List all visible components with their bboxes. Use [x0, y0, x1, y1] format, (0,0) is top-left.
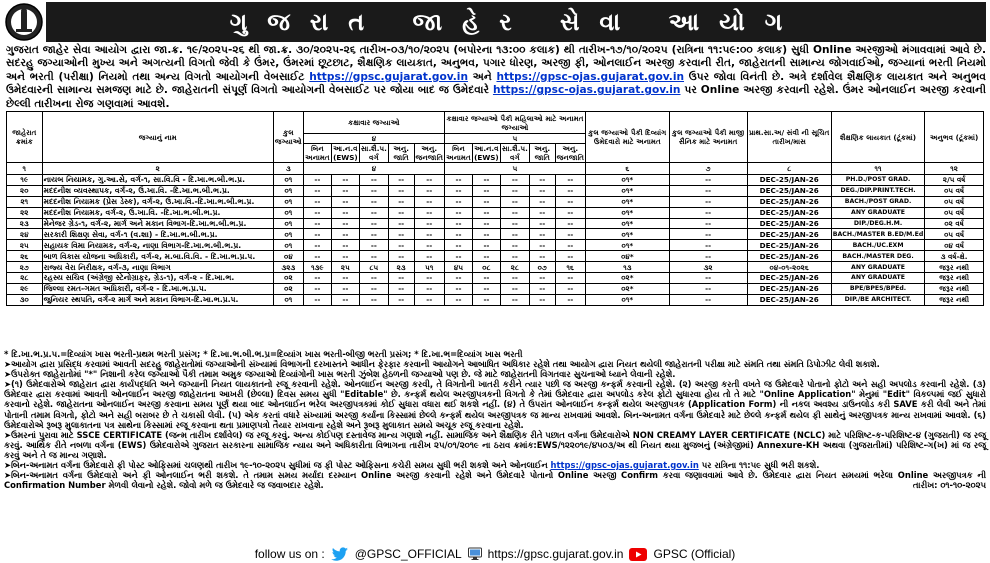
row-total: ૦૨ — [273, 283, 303, 294]
col-women-group: કક્ષાવાર જગ્યાઓ પૈકી મહિલાઓ માટે અનામત જગ્યાઓ — [446, 113, 584, 132]
num-1: ૧ — [7, 163, 43, 175]
row-total: ૩૨૩ — [273, 262, 303, 273]
row-category-count: -- — [359, 283, 388, 294]
row-total: ૦૧ — [273, 185, 303, 196]
row-adv-no: ૩૦ — [7, 294, 43, 305]
footer — [0, 545, 990, 563]
row-ex-servicemen: -- — [669, 240, 747, 251]
table-row — [7, 240, 984, 251]
table-row — [7, 218, 984, 229]
table-row — [7, 229, 984, 240]
row-prelim-date: DEC-25/JAN-26 — [747, 283, 831, 294]
row-women-count: -- — [472, 207, 500, 218]
gpsc-emblem-icon — [4, 2, 44, 42]
row-category-count: -- — [303, 229, 331, 240]
row-experience: જરૂર નથી — [925, 283, 984, 294]
num-6: ૬ — [586, 163, 670, 175]
row-category-count: -- — [303, 218, 331, 229]
row-women-count: -- — [529, 273, 555, 284]
row-qualification: DIP./DEG.H.M. — [831, 218, 924, 229]
sub-ews-w: આ.ન.વ (EWS) — [474, 144, 499, 162]
row-category-count: -- — [414, 218, 444, 229]
col-qualification: શૈક્ષણિક લાયકાત (ટૂંકમાં) — [831, 112, 924, 163]
row-qualification: BPE/BPES/BPEd. — [831, 283, 924, 294]
col-total: કુલ જગ્યાઓ — [273, 112, 303, 163]
row-prelim-date: DEC-25/JAN-26 — [747, 294, 831, 305]
sub-unreserved-w: બિન અનામત — [446, 144, 471, 162]
row-women-count: -- — [444, 207, 472, 218]
row-experience: જરૂર નથી — [925, 273, 984, 284]
row-experience: જરૂર નથી — [925, 294, 984, 305]
row-disabled: ૦૧* — [586, 240, 670, 251]
row-women-count: -- — [555, 251, 585, 262]
row-ex-servicemen: -- — [669, 273, 747, 284]
sub-sebc-w: સા.શૈ.પ. વર્ગ — [501, 144, 528, 162]
row-prelim-date: DEC-25/JAN-26 — [747, 240, 831, 251]
num-12: ૧૨ — [925, 163, 984, 175]
row-ex-servicemen: ૩૨ — [669, 262, 747, 273]
row-total: ૦૪ — [273, 251, 303, 262]
row-women-count: -- — [472, 185, 500, 196]
twitter-handle[interactable]: @GPSC_OFFICIAL — [354, 547, 462, 561]
note-6: ➤બિન-અનામત વર્ગના ઉમેદવારો અને ફી ઓનલાઈન ભરી શકશે. તે તમામ સમય મર્યાદા દરમ્યાન Online અરજી કરવાની રહેશે અને ઉમેદવારે પોતાનો Online અરજી Confirm કરવા જણાવવામાં આવે છે. ઉમેદવાર દ્વારા નિયત સમયમાં ભરેલા Online અરજીપત્રક ની Confirmation Number મેળવી લેવાનો રહેશે. જોવો મળે જ ઉમેદવારે જ જવાબદાર રહેશે. તારીખ: ૦૧-૧૦-૨૦૨૫ — [4, 470, 986, 491]
row-women-count: -- — [500, 175, 529, 186]
sub-unreserved: બિન અનામત — [305, 144, 330, 162]
row-prelim-date: DEC-25/JAN-26 — [747, 185, 831, 196]
row-women-count: -- — [444, 229, 472, 240]
row-disabled: ૦૨* — [586, 283, 670, 294]
row-ex-servicemen: -- — [669, 207, 747, 218]
row-total: ૦૧ — [273, 218, 303, 229]
row-category-count: -- — [414, 185, 444, 196]
row-category-count: -- — [359, 273, 388, 284]
row-women-count: -- — [529, 240, 555, 251]
row-category-count: -- — [359, 240, 388, 251]
row-total: ૦૧ — [273, 229, 303, 240]
num-4: ૪ — [303, 163, 444, 175]
col-ex-servicemen: કુલ જગ્યાઓ પૈકી માજી સૈનિક માટે અનામત — [669, 112, 747, 163]
table-row — [7, 273, 984, 284]
row-prelim-date: DEC-25/JAN-26 — [747, 273, 831, 284]
col-experience: અનુભવ (ટૂંકમાં) — [925, 112, 984, 163]
notice-date: તારીખ: ૦૧-૧૦-૨૦૨૫ — [912, 480, 986, 491]
row-women-count: -- — [529, 294, 555, 305]
row-adv-no: ૨૮ — [7, 273, 43, 284]
row-ex-servicemen: -- — [669, 251, 747, 262]
posts-table — [6, 111, 984, 306]
row-total: ૦૧ — [273, 240, 303, 251]
row-ex-servicemen: -- — [669, 283, 747, 294]
col-post-name: જગ્યાનું નામ — [42, 112, 273, 163]
row-total: ૦૧ — [273, 175, 303, 186]
row-experience: ૦૪ વર્ષ — [925, 240, 984, 251]
row-total: ૦૧ — [273, 196, 303, 207]
row-post-name: મેનેજર ગ્રેડ-૧, વર્ગ-૨, માર્ગ અને મકાન વિભાગ-દિ.ખા.ભ.બી.ભ.પ્ર. — [42, 218, 273, 229]
row-women-count: -- — [555, 240, 585, 251]
row-category-count: -- — [414, 283, 444, 294]
sub-ews: આ.ન.વ (EWS) — [333, 144, 358, 162]
sub-sc-w: અનુ. જાતિ — [529, 144, 555, 163]
num-8: ૮ — [747, 163, 831, 175]
row-qualification: BACH./POST GRAD. — [831, 196, 924, 207]
row-category-count: -- — [414, 207, 444, 218]
table-row — [7, 251, 984, 262]
col-adv-no: જાહેરાત ક્રમાંક — [7, 112, 43, 163]
row-women-count: -- — [472, 175, 500, 186]
col-prelim-date: પ્રાથ.સા.અ/ સંવી ની સૂચિત તારીખ/માસ — [747, 112, 831, 163]
row-qualification: BACH./MASTER B.ED/M.Ed — [832, 230, 924, 238]
row-category-count: -- — [303, 240, 331, 251]
row-post-name: સહાયક વિમા નિયામક, વર્ગ-૨, નાણા વિભાગ-દિ.ખા.ભ.બી.ભ.પ્ર. — [42, 240, 273, 251]
row-women-count: ૪૫ — [444, 262, 472, 273]
row-category-count: -- — [331, 229, 359, 240]
row-category-count: -- — [303, 273, 331, 284]
website-icon — [468, 547, 482, 561]
row-post-name: જુનિયર સ્થપતિ, વર્ગ-૨ માર્ગ અને મકાન વિભાગ-દિ.ખા.ભ.પ્ર.પ. — [42, 294, 273, 305]
row-experience: ૦૫ વર્ષ — [925, 229, 984, 240]
note-3: ➤(૧) ઉમેદવારોએ જાહેરાત દ્વારા કાર્યપદ્ધતિ અને જગ્યાની નિયત લાયકાતનો રજૂ કરવાની રહેશે. ઓનલાઈન અરજી કરવી, તે વિગતોની ખાતરી કરીને ત્યાર પછી જ અરજી કન્ફર્મ કરવાની રહેશે. (૨) અરજી કરતી વખતે જ ઉમેદવારે પોતાનો ફોટો અને સહી અપલોડ કરવાની રહેશે. (૩) ઉમેદવાર દ્વારા કરવામાં આવતી ઓનલાઈન અરજી જાહેરાતના આખરી (છેલ્લા) દિવસ સમય સુધી "Editable" છે. કન્ફર્મ થયેલ અરજીપત્રકની વિગતો કે તેમાં ઉમેદવાર દ્વારા અપલોડ કરેલ ફોટો સુધારવા હોય તો તે માટે "Online Application" મેનુમાં "Edit" વિકલ્પમાં જઈ સુધારો કરવાનો રહેશે. જાહેરાતના ઓનલાઈન અરજી કરવાના સમય પૂર્ણ થયા બાદ ઓનલાઈન ભરેલ અરજીપત્રકમાં કોઈ સુધારા વધારા થઈ શકશે નહીં. (૪) તે ઉપરાંત ઓનલાઈન કન્ફર્મ થયેલ અરજીપત્રક (Application Form) ની નકલ અવશ્ય ડાઉનલોડ કરી SAVE કરી લેવી અને તેમાં પોતાની તમામ વિગતો, ફોટો અને સહી બરાબર છે તે ચકાસી લેવી. (૫) એક કરતાં વધારે સંખ્યામાં અરજી કર્યાના કિસ્સામાં છેલ્લે કન્ફર્મ થયેલ અરજીપત્રક જ માન્ય રાખવામાં આવશે. બિન-અનામત વર્ગના ઉમેદવારે માટે છેલ્લે કન્ફર્મ થયેલ ફી સાથેનું અરજીપત્રક માન્ય રાખવામાં આવશે. (૬) ઉમેદવારોએ રૂબરૂ મુલાકાતના પત્ર સાથેના કિસ્સામાં રજૂ કરવાના થતા પ્રમાણપત્રો તૈયાર રાખવાના રહેશે અને રૂબરૂ મુલાકાત સમયે અચૂક રજૂ કરવાના રહેશે. — [4, 379, 986, 430]
row-category-count: -- — [414, 273, 444, 284]
row-category-count: -- — [414, 175, 444, 186]
col-category-group: કક્ષાવાર જગ્યાઓ — [303, 112, 444, 134]
row-disabled: ૦૧* — [586, 207, 670, 218]
row-category-count: -- — [303, 175, 331, 186]
row-post-name: મદદનીશ નિયામક, વર્ગ-૨, ઉ.ખા.વિ. -દિ.ખા.ભ.બી.ભ.પ્ર. — [42, 207, 273, 218]
youtube-icon[interactable] — [629, 548, 647, 561]
row-women-count: -- — [472, 251, 500, 262]
row-women-count: -- — [472, 273, 500, 284]
row-women-count: -- — [529, 175, 555, 186]
row-women-count: -- — [444, 273, 472, 284]
row-category-count: ૨૫ — [331, 262, 359, 273]
row-category-count: -- — [388, 240, 414, 251]
row-category-count: -- — [414, 196, 444, 207]
row-women-count: -- — [529, 251, 555, 262]
row-prelim-date: DEC-25/JAN-26 — [747, 207, 831, 218]
row-women-count: -- — [444, 283, 472, 294]
row-disabled: ૦૧* — [586, 175, 670, 186]
row-experience: ૦૫ વર્ષ — [925, 185, 984, 196]
num-5: ૫ — [444, 163, 585, 175]
table-row — [7, 185, 984, 196]
row-adv-no: ૧૯ — [7, 175, 43, 186]
row-women-count: ૧૬ — [555, 262, 585, 273]
row-ex-servicemen: -- — [669, 185, 747, 196]
num-11: ૧૧ — [831, 163, 924, 175]
group-num-4: ૪ — [303, 134, 444, 144]
row-post-name: રાજ્ય વેરા નિરીક્ષક, વર્ગ-૩, નાણા વિભાગ — [42, 262, 273, 273]
row-qualification: DIP./BE ARCHITECT. — [831, 294, 924, 305]
row-experience: ૦૫ વર્ષ — [925, 207, 984, 218]
row-prelim-date: DEC-25/JAN-26 — [747, 196, 831, 207]
row-prelim-date: DEC-25/JAN-26 — [747, 229, 831, 240]
row-category-count: -- — [388, 185, 414, 196]
row-adv-no: ૨૭ — [7, 262, 43, 273]
row-prelim-date: ૦૪-૦૧-૨૦૨૬ — [747, 262, 831, 273]
row-qualification: BACH./UC.EXM — [831, 240, 924, 251]
row-women-count: -- — [500, 196, 529, 207]
row-disabled: ૦૧* — [586, 196, 670, 207]
table-row — [7, 294, 984, 305]
row-category-count: -- — [388, 218, 414, 229]
row-women-count: -- — [555, 273, 585, 284]
row-adv-no: ૨૪ — [7, 229, 43, 240]
row-adv-no: ૨૬ — [7, 251, 43, 262]
row-post-name: નાયબ નિયામક, ગુ.આ.સે, વર્ગ-૧, સા.વિ.વિ - દિ.ખા.ભ.બી.ભ.પ્ર. — [42, 175, 273, 186]
row-category-count: ૨૩ — [388, 262, 414, 273]
row-women-count: -- — [472, 294, 500, 305]
header — [0, 0, 990, 44]
row-women-count: -- — [529, 185, 555, 196]
sub-sebc: સા.શૈ.પ. વર્ગ — [360, 144, 387, 162]
row-category-count: -- — [359, 294, 388, 305]
table-row — [7, 196, 984, 207]
page-title: ગુજરાત જાહેર સેવા આયોગ — [46, 2, 986, 42]
row-experience: ૦૨ વર્ષ — [925, 218, 984, 229]
row-post-name: બાળ વિકાસ યોજના અધિકારી, વર્ગ-૨, મ.બા.વિ.વિ. - દિ.ખા.ભ.પ્ર.પ. — [42, 251, 273, 262]
row-category-count: -- — [303, 196, 331, 207]
row-disabled: ૧૩ — [586, 262, 670, 273]
row-qualification: PH.D./POST GRAD. — [831, 175, 924, 186]
table-row — [7, 207, 984, 218]
row-category-count: -- — [359, 207, 388, 218]
row-category-count: -- — [303, 251, 331, 262]
row-qualification: ANY GRADUATE — [831, 273, 924, 284]
youtube-channel[interactable]: GPSC (Official) — [653, 547, 736, 561]
sub-st: અનુ. જનજાતિ — [415, 144, 443, 162]
row-women-count: -- — [444, 196, 472, 207]
row-ex-servicemen: -- — [669, 218, 747, 229]
row-women-count: -- — [472, 196, 500, 207]
num-7: ૭ — [669, 163, 747, 175]
col-disabled: કુલ જગ્યાઓ પૈકી દિવ્યાંગ ઉમેદવારો માટે અનામત — [586, 112, 670, 163]
row-post-name: રહસ્ય સચિવ (અંગ્રેજી સ્ટેનોગ્રાફર, ગ્રેડ-૧), વર્ગ-૨ - દિ.ખા.ભ. — [42, 273, 273, 284]
sub-st-w: અનુ. જનજાતિ — [556, 144, 585, 162]
row-total: ૦૧ — [273, 294, 303, 305]
row-post-name: સરકારી શિક્ષણ સેવા, વર્ગ-૧ (વ.શા) - દિ.ખા.ભ.બી.ભ.પ્ર. — [42, 229, 273, 240]
row-category-count: -- — [359, 196, 388, 207]
row-experience: ૨/૫ વર્ષ — [925, 175, 984, 186]
row-disabled: ૦૧* — [586, 218, 670, 229]
row-women-count: -- — [555, 294, 585, 305]
row-category-count: -- — [303, 283, 331, 294]
row-women-count: ૨૮ — [500, 262, 529, 273]
row-experience: જરૂર નથી — [925, 262, 984, 273]
row-category-count: -- — [359, 229, 388, 240]
num-2: ૨ — [42, 163, 273, 175]
note-abbreviations: * દિ.ખા.ભ.પ્ર.પ.=દિવ્યાંગ ખાસ ભરતી-પ્રથમ ભરતી પ્રસંગ; * દિ.ખા.ભ.બી.ભ.પ્ર=દિવ્યાંગ ખાસ ભરતી-બીજી ભરતી પ્રસંગ; * દિ.ખા.ભ=દિવ્યાંગ ખાસ ભરતી — [4, 349, 523, 359]
row-women-count: -- — [555, 196, 585, 207]
row-women-count: -- — [555, 283, 585, 294]
row-post-name: મદદનીશ વ્યવસ્થાપક, વર્ગ-૨, ઉ.ખા.વિ. -દિ.ખા.ભ.બી.ભ.પ્ર. — [42, 185, 273, 196]
note-4: ➤ઉમરનાં પુરાવા માટે SSCE CERTIFICATE (જન્મ તારીખ દર્શાવેલ) જ રજૂ કરવું. અન્ય કોઈપણ દસ્તાવેજ માન્ય ગણાશે નહીં. સામાજિક અને શૈક્ષણિક રીતે પછાત વર્ગના ઉમેદવારોએ NON CREAMY LAYER CERTIFICATE (NCLC) માટે પરિશિષ્ટ-ક-પરિશિષ્ટ-૪ (ગુજરાતી) જ રજૂ કરવું. આર્થિક રીતે નબળા વર્ગના (EWS) ઉમેદવારોએ ગુજરાત સરકારના સામાજિક ન્યાય અને અધિકારીતા વિભાગના તારીખ ૨૫/૦૧/૨૦૧૯ ના ઠરાવ ક્રમાંક:EWS/૧૨૨૦૧૯/૪૫૦૩/અ થી નિયત થયા મુજબનું (અંગ્રેજીમાં) Annexure-KH અથવા (ગુજરાતીમાં) પરિશિષ્ટ-ગ(ખ) માં જ રજૂ કરવું અને તે જ માન્ય ગણાશે. — [4, 429, 986, 460]
follow-label: follow us on : — [254, 547, 325, 561]
row-category-count: -- — [414, 251, 444, 262]
row-qualification: ANY GRADUATE — [831, 262, 924, 273]
row-qualification: ANY GRADUATE — [831, 207, 924, 218]
row-women-count: -- — [500, 283, 529, 294]
twitter-icon[interactable] — [331, 547, 349, 561]
row-total: ૦૧ — [273, 207, 303, 218]
row-category-count: -- — [388, 229, 414, 240]
row-women-count: -- — [529, 283, 555, 294]
row-prelim-date: DEC-25/JAN-26 — [747, 218, 831, 229]
sub-sc: અનુ. જાતિ — [388, 144, 414, 163]
row-category-count: -- — [303, 207, 331, 218]
row-category-count: -- — [331, 175, 359, 186]
row-experience: ૦૫ વર્ષ — [925, 196, 984, 207]
ojas-website-link-2[interactable]: https://gpsc-ojas.gujarat.gov.in — [492, 84, 681, 97]
row-category-count: -- — [359, 175, 388, 186]
row-adv-no: ૨૯ — [7, 283, 43, 294]
row-category-count: -- — [388, 273, 414, 284]
row-category-count: -- — [331, 251, 359, 262]
row-category-count: -- — [414, 294, 444, 305]
row-women-count: -- — [500, 294, 529, 305]
num-3: ૩ — [273, 163, 303, 175]
row-category-count: -- — [331, 294, 359, 305]
table-row — [7, 283, 984, 294]
row-category-count: ૮૫ — [359, 262, 388, 273]
ojas-website-link[interactable]: https://gpsc-ojas.gujarat.gov.in — [496, 70, 685, 83]
note-1: ➤આયોગ દ્વારા પ્રસિદ્ધ કરવામાં આવતી સદરહુ જાહેરાતોમાં જગ્યાઓની સંખ્યામાં વિભાગની દરખાસ્તને આધીન ફેરફાર કરવાની આયોગને આબાધિત અધિકાર રહેશે તથા આયોગ દ્વારા નિયત થયેલી જાહેરાતની પરીક્ષા માટે સંમતિ તથા સંમતિ ડિપોઝીટ લેવી શકાશે. — [4, 359, 880, 370]
row-women-count: -- — [555, 207, 585, 218]
gpsc-website-link[interactable]: https://gpsc.gujarat.gov.in — [309, 70, 468, 83]
row-women-count: -- — [529, 196, 555, 207]
row-category-count: -- — [331, 240, 359, 251]
row-category-count: -- — [303, 294, 331, 305]
notes-section — [4, 349, 986, 490]
row-women-count: -- — [500, 185, 529, 196]
row-category-count: -- — [388, 207, 414, 218]
row-category-count: -- — [359, 218, 388, 229]
row-category-count: ૧૩૯ — [303, 262, 331, 273]
row-women-count: -- — [500, 229, 529, 240]
row-ex-servicemen: -- — [669, 294, 747, 305]
row-category-count: -- — [331, 207, 359, 218]
row-qualification: DEG./DIP.PRINT.TECH. — [831, 185, 924, 196]
row-women-count: -- — [555, 185, 585, 196]
row-women-count: -- — [444, 294, 472, 305]
group-num-5: ૫ — [444, 134, 585, 144]
intro-paragraph: ગુજરાત જાહેર સેવા આયોગ દ્વારા જા.ક્ર. ૧૯/૨૦૨૫-૨૬ થી જા.ક્ર. ૩૦/૨૦૨૫-૨૬ તારીખ-૦૩/૧૦/૨૦૨૫ (બપોરના ૧૩:૦૦ કલાક) થી તારીખ-૧૭/૧૦/૨૦૨૫ (રાત્રિના ૧૧:૫૯:૦૦ કલાક) સુધી Online અરજીઓ મંગાવવામાં આવે છે. સદરહુ જગ્યાઓની મુખ્ય અને અગત્યની વિગતો જેવી કે ઉંમર, ઉંમરમાં છૂટછાટ, શૈક્ષણિક લાયકાત, અનુભવ, પગાર ધોરણ, અરજી ફી, ઓનલાઈન અરજી કરવાની રીત, જાહેરાતની સામાન્ય જોગવાઈઓ, જગ્યાનાં ભરતી નિયમો અને ભરતી (પરીક્ષા) નિયમો તથા અન્ય વિગતો આયોગની વેબસાઈટ https://gpsc.gujarat.gov.in અને https://gpsc-ojas.gujarat.gov.in ઉપર જોવા વિનંતી છે. અત્રે દર્શાવેલ શૈક્ષણિક લાયકાત અને અનુભવ ઉમેદવારની સામાન્ય સમજણ માટે છે. જાહેરાતની સંપૂર્ણ વિગતો આયોગની વેબસાઈટ પર જોયા બાદ જ ઉમેદવારે https://gpsc-ojas.gujarat.gov.in પર Online અરજી કરવાની રહેશે. ઉંમર ઓનલાઈન અરજી કરવાની છેલ્લી તારીખના રોજ ગણવામાં આવશે. — [6, 44, 986, 110]
row-prelim-date: DEC-25/JAN-26 — [747, 251, 831, 262]
row-women-count: -- — [529, 207, 555, 218]
row-women-count: -- — [555, 175, 585, 186]
row-women-count: ૦૮ — [472, 262, 500, 273]
row-category-count: -- — [331, 218, 359, 229]
row-women-count: ૦૭ — [529, 262, 555, 273]
note-2: ➤ઉપરોક્ત જાહેરાતોમાં "*" નિશાની કરેલ જગ્યાઓ પૈકી તમામ અમુક જગ્યાઓ દિવ્યાંગોની ખાસ ભરતી ઝુંબેશ હેઠળની જગ્યાઓ પણ છે. જે માટે જાહેરાતની વિગતવાર સુચનાઓ ધ્યાને લેવાની રહેશે. — [4, 369, 676, 380]
row-category-count: -- — [388, 283, 414, 294]
row-post-name: મદદનીશ નિયામક (પ્રેસ ડેસ્ક), વર્ગ-૨, ઉ.ખા.વિ.-દિ.ખા.ભ.બી.ભ.પ્ર. — [42, 196, 273, 207]
note-5: ➤બિન-અનામત વર્ગના ઉમેદવારો ફી પોસ્ટ ઓફિસમાં ચલણથી તારીખ ૧૯-૧૦-૨૦૨૫ સુધીમાં જ ફી પોસ્ટ ઓફિસના કચેરી સમય સુધી ભરી શકશે અને ઓનલાઈન https://gpsc-ojas.gujarat.gov.in પર રાત્રિના ૧૧:૫૯ સુધી ભરી શકશે. — [4, 460, 820, 471]
row-category-count: -- — [331, 185, 359, 196]
row-women-count: -- — [472, 229, 500, 240]
row-category-count: ૫૧ — [414, 262, 444, 273]
row-women-count: -- — [529, 218, 555, 229]
row-adv-no: ૨૧ — [7, 196, 43, 207]
row-category-count: -- — [388, 251, 414, 262]
row-adv-no: ૨૨ — [7, 207, 43, 218]
row-women-count: -- — [555, 218, 585, 229]
row-ex-servicemen: -- — [669, 229, 747, 240]
row-women-count: -- — [555, 229, 585, 240]
table-row — [7, 175, 984, 186]
row-post-name: જિલ્લા રમત-ગમત અધિકારી, વર્ગ-૨ - દિ.ખા.ભ.પ્ર.પ. — [42, 283, 273, 294]
row-disabled: ૦૧* — [586, 229, 670, 240]
row-women-count: -- — [444, 251, 472, 262]
row-experience: ૩ વર્ષ-ક્ષે. — [925, 251, 984, 262]
row-women-count: -- — [529, 229, 555, 240]
row-adv-no: ૨૦ — [7, 185, 43, 196]
row-women-count: -- — [500, 240, 529, 251]
row-women-count: -- — [500, 273, 529, 284]
row-category-count: -- — [331, 273, 359, 284]
ojas-fee-link[interactable]: https://gpsc-ojas.gujarat.gov.in — [550, 460, 699, 471]
table-row — [7, 262, 984, 273]
row-women-count: -- — [472, 283, 500, 294]
row-total: ૦૨ — [273, 273, 303, 284]
row-category-count: -- — [388, 175, 414, 186]
row-women-count: -- — [472, 218, 500, 229]
row-category-count: -- — [359, 251, 388, 262]
row-women-count: -- — [472, 240, 500, 251]
row-women-count: -- — [444, 240, 472, 251]
row-women-count: -- — [500, 251, 529, 262]
row-category-count: -- — [414, 229, 444, 240]
row-disabled: ૦૪* — [586, 251, 670, 262]
row-category-count: -- — [388, 294, 414, 305]
row-disabled: ૦૧* — [586, 185, 670, 196]
row-ex-servicemen: -- — [669, 196, 747, 207]
row-women-count: -- — [444, 218, 472, 229]
row-disabled: ૦૧* — [586, 294, 670, 305]
row-prelim-date: DEC-25/JAN-26 — [747, 175, 831, 186]
row-category-count: -- — [359, 185, 388, 196]
row-category-count: -- — [303, 185, 331, 196]
row-women-count: -- — [500, 207, 529, 218]
row-category-count: -- — [331, 196, 359, 207]
row-adv-no: ૨૫ — [7, 240, 43, 251]
row-category-count: -- — [414, 240, 444, 251]
row-women-count: -- — [444, 185, 472, 196]
row-disabled: ૦૨* — [586, 273, 670, 284]
row-women-count: -- — [444, 175, 472, 186]
row-ex-servicemen: -- — [669, 175, 747, 186]
website-link[interactable]: https://gpsc.gujarat.gov.in — [487, 547, 624, 561]
row-category-count: -- — [331, 283, 359, 294]
row-category-count: -- — [388, 196, 414, 207]
row-women-count: -- — [500, 218, 529, 229]
row-qualification: BACH./MASTER DEG. — [831, 251, 924, 262]
row-adv-no: ૨૩ — [7, 218, 43, 229]
